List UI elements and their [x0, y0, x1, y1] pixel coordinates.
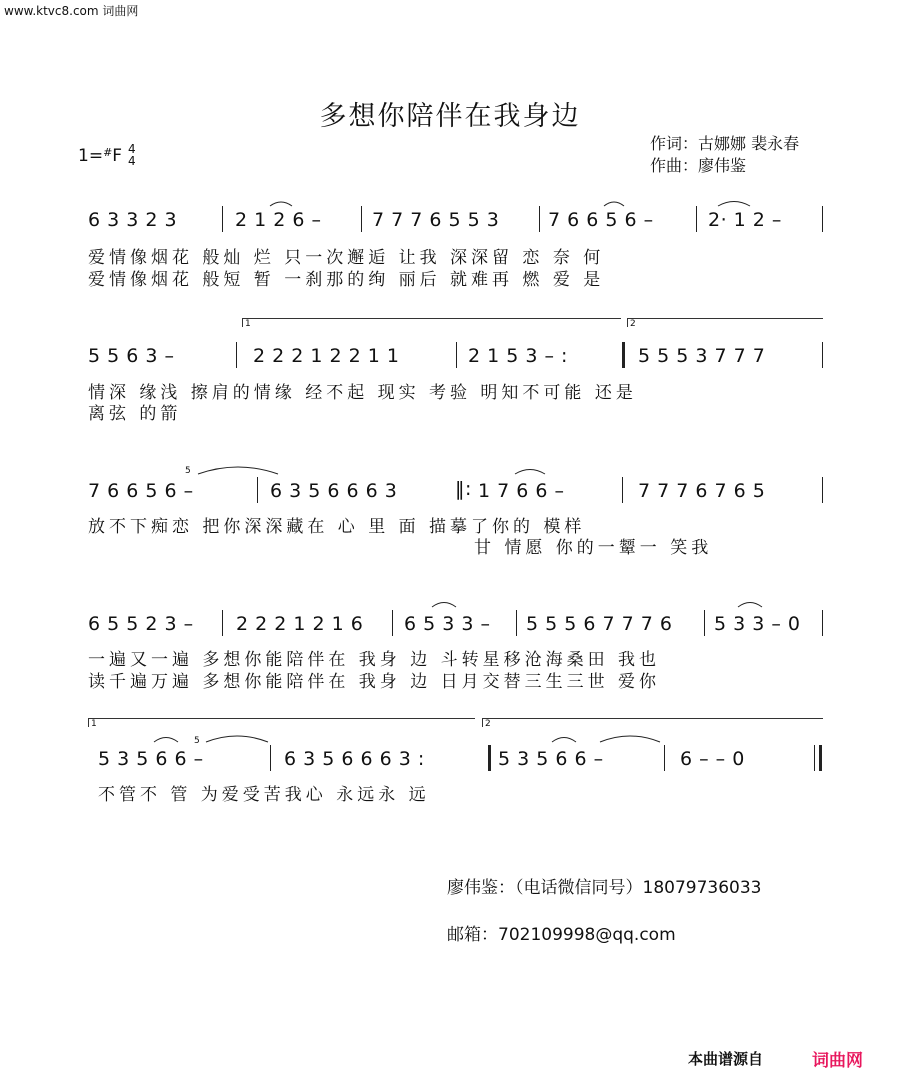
row4-lyric-verse2: 读千遍万遍 多想你能陪伴在 我身 边 日月交替三生三世 爱你 [88, 672, 661, 692]
row3-measure3: 1 7 6 6 – [478, 480, 565, 502]
footer-source-label: 本曲谱源自 [688, 1050, 764, 1068]
row3-lyric-verse1: 放不下痴恋 把你深深藏在 心 里 面 描摹了你的 模样 [88, 517, 586, 537]
volta-number-1: 1 [91, 719, 97, 729]
contact-email: 邮箱：702109998@qq.com [447, 925, 676, 945]
composer-credit: 作曲：廖伟鉴 [650, 156, 747, 175]
grace-note-5: 5 [185, 466, 191, 476]
row1-lyric-verse2: 爱情像烟花 般短 暂 一刹那的绚 丽后 就难再 燃 爱 是 [88, 270, 605, 290]
meter-bottom: 4 [128, 154, 136, 168]
row3-measure1: 7 6 6 5 6 – [88, 480, 194, 502]
row1-measure3: 7 7 7 6 5 5 3 [372, 209, 500, 231]
volta-number-1: 1 [245, 319, 251, 329]
key-note: F [112, 146, 123, 166]
row4-measure3: 6 5 3 3 – [404, 613, 491, 635]
row3-measure2: 6 3 5 6 6 6 3 [270, 480, 398, 502]
row3-measure4: 7 7 7 6 7 6 5 [638, 480, 766, 502]
song-title: 多想你陪伴在我身边 [319, 101, 581, 132]
site-watermark-url[interactable]: www.ktvc8.com 词曲网 [4, 4, 139, 18]
footer-site-logo[interactable]: 词曲网 [812, 1051, 863, 1071]
row2-measure4: 5 5 5 3 7 7 7 [638, 345, 766, 367]
row2-lyric-verse1: 情深 缘浅 擦肩的情缘 经不起 现实 考验 明知不可能 还是 [88, 383, 637, 403]
key-prefix: 1= [78, 146, 104, 166]
row1-lyric-verse1: 爱情像烟花 般灿 烂 只一次邂逅 让我 深深留 恋 奈 何 [88, 248, 605, 268]
row3-lyric-verse2: 甘 情愿 你的一颦一 笑我 [474, 538, 713, 558]
repeat-start-sign: ‖: [455, 478, 472, 500]
volta-number-2: 2 [485, 719, 491, 729]
row4-measure4: 5 5 5 6 7 7 7 6 [526, 613, 673, 635]
meter-top: 4 [128, 142, 136, 156]
row1-measure5: 2· 1 2 – [708, 209, 782, 231]
row5-measure3: 5 3 5 6 6 – [498, 748, 604, 770]
row4-lyric-verse1: 一遍又一遍 多想你能陪伴在 我身 边 斗转星移沧海桑田 我也 [88, 650, 661, 670]
volta-number-2: 2 [630, 319, 636, 329]
row2-measure1: 5 5 6 3 – [88, 345, 175, 367]
grace-note-5: 5 [194, 736, 200, 746]
row4-measure5: 5 3 3 – 0 [714, 613, 801, 635]
row4-measure1: 6 5 5 2 3 – [88, 613, 194, 635]
row2-measure2: 2 2 2 1 2 2 1 1 [253, 345, 400, 367]
row1-measure1: 6 3 3 2 3 [88, 209, 178, 231]
row5-lyric-verse1: 不管不 管 为爱受苦我心 永远永 远 [98, 785, 430, 805]
row5-measure4: 6 – – 0 [680, 748, 745, 770]
contact-phone: 廖伟鉴：（电话微信同号）18079736033 [447, 878, 762, 898]
row2-lyric-verse2: 离弦 的箭 [88, 404, 182, 424]
lyricist-credit: 作词：古娜娜 裴永春 [650, 134, 800, 153]
row1-measure2: 2 1 2 6 – [235, 209, 322, 231]
row2-measure3: 2 1 5 3 – : [468, 345, 568, 367]
row4-measure2: 2 2 2 1 2 1 6 [236, 613, 364, 635]
row5-measure2: 6 3 5 6 6 6 3 : [284, 748, 425, 770]
row5-measure1: 5 3 5 6 6 – [98, 748, 204, 770]
row1-measure4: 7 6 6 5 6 – [548, 209, 654, 231]
key-sharp: # [103, 146, 113, 159]
